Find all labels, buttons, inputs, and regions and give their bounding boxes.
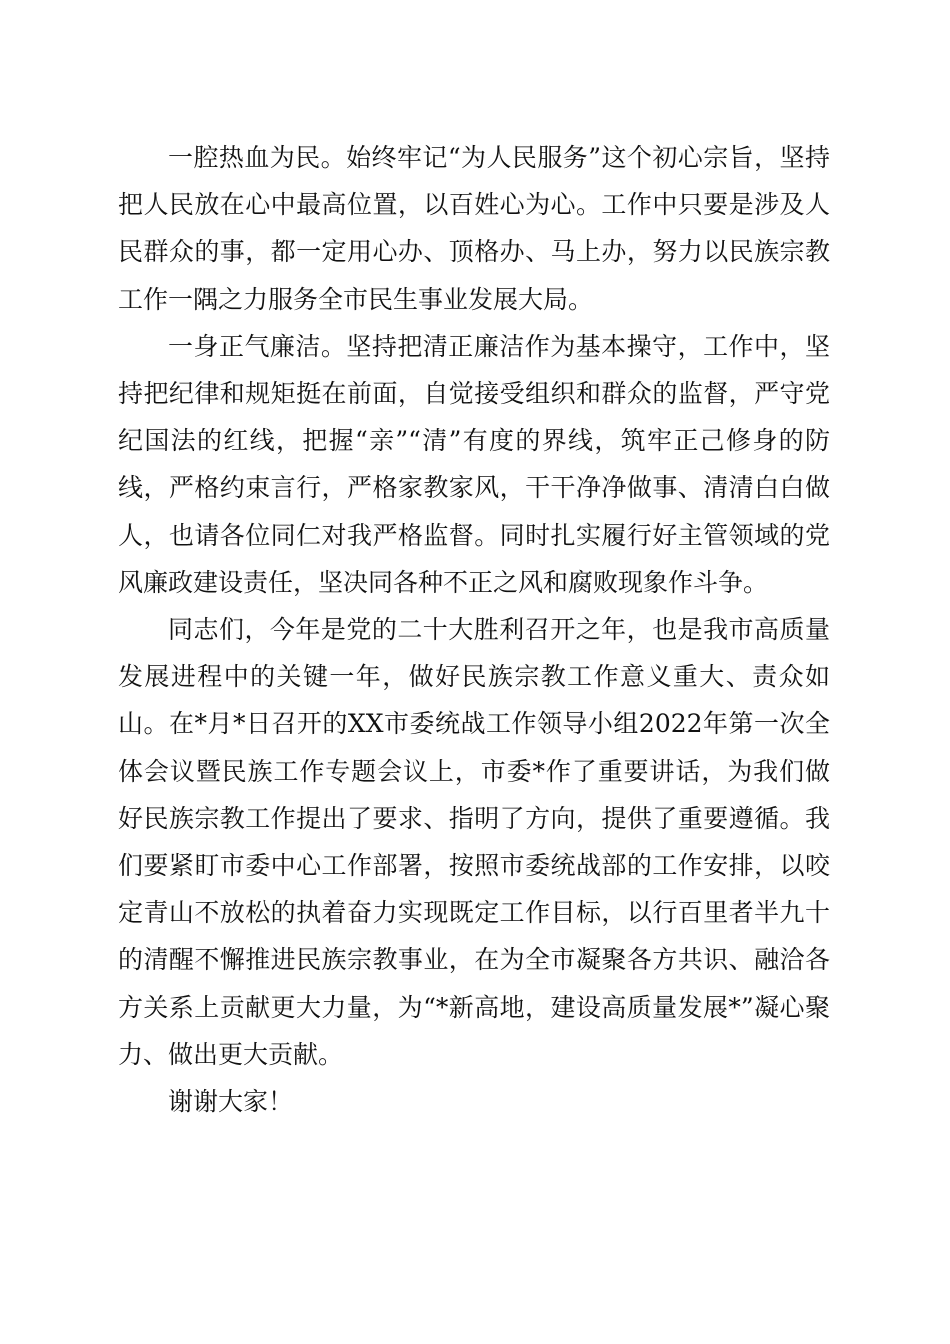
document-body bbox=[118, 134, 830, 1125]
paragraph-serve-people: 一腔热血为民。始终牢记“为人民服务”这个初心宗旨，坚持把人民放在心中最高位置，以百姓心为心。工作中只要是涉及人民群众的事，都一定用心办、顶格办、马上办，努力以民族宗教工作一隅之力服务全市民生事业发展大局。 bbox=[118, 143, 830, 314]
paragraph-comrades: 同志们，今年是党的二十大胜利召开之年，也是我市高质量发展进程中的关键一年，做好民族宗教工作意义重大、责众如山。在*月*日召开的XX市委统战工作领导小组2022年第一次全体会议暨民族工作专题会议上，市委*作了重要讲话，为我们做好民族宗教工作提出了要求、指明了方向，提供了重要遵循。我们要紧盯市委中心工作部署，按照市委统战部的工作安排，以咬定青山不放松的执着奋力实现既定工作目标，以行百里者半九十的清醒不懈推进民族宗教事业，在为全市凝聚各方共识、融洽各方关系上贡献更大力量，为“*新高地，建设高质量发展*”凝心聚力、做出更大贡献。 bbox=[118, 615, 830, 1069]
paragraph-thanks: 谢谢大家！ bbox=[168, 1087, 294, 1117]
paragraph-integrity: 一身正气廉洁。坚持把清正廉洁作为基本操守，工作中，坚持把纪律和规矩挺在前面，自觉接受组织和群众的监督，严守党纪国法的红线，把握“亲”“清”有度的界线，筑牢正己修身的防线，严格约束言行，严格家教家风，干干净净做事、清清白白做人，也请各位同仁对我严格监督。同时扎实履行好主管领域的党风廉政建设责任，坚决同各种不正之风和腐败现象作斗争。 bbox=[118, 331, 830, 597]
